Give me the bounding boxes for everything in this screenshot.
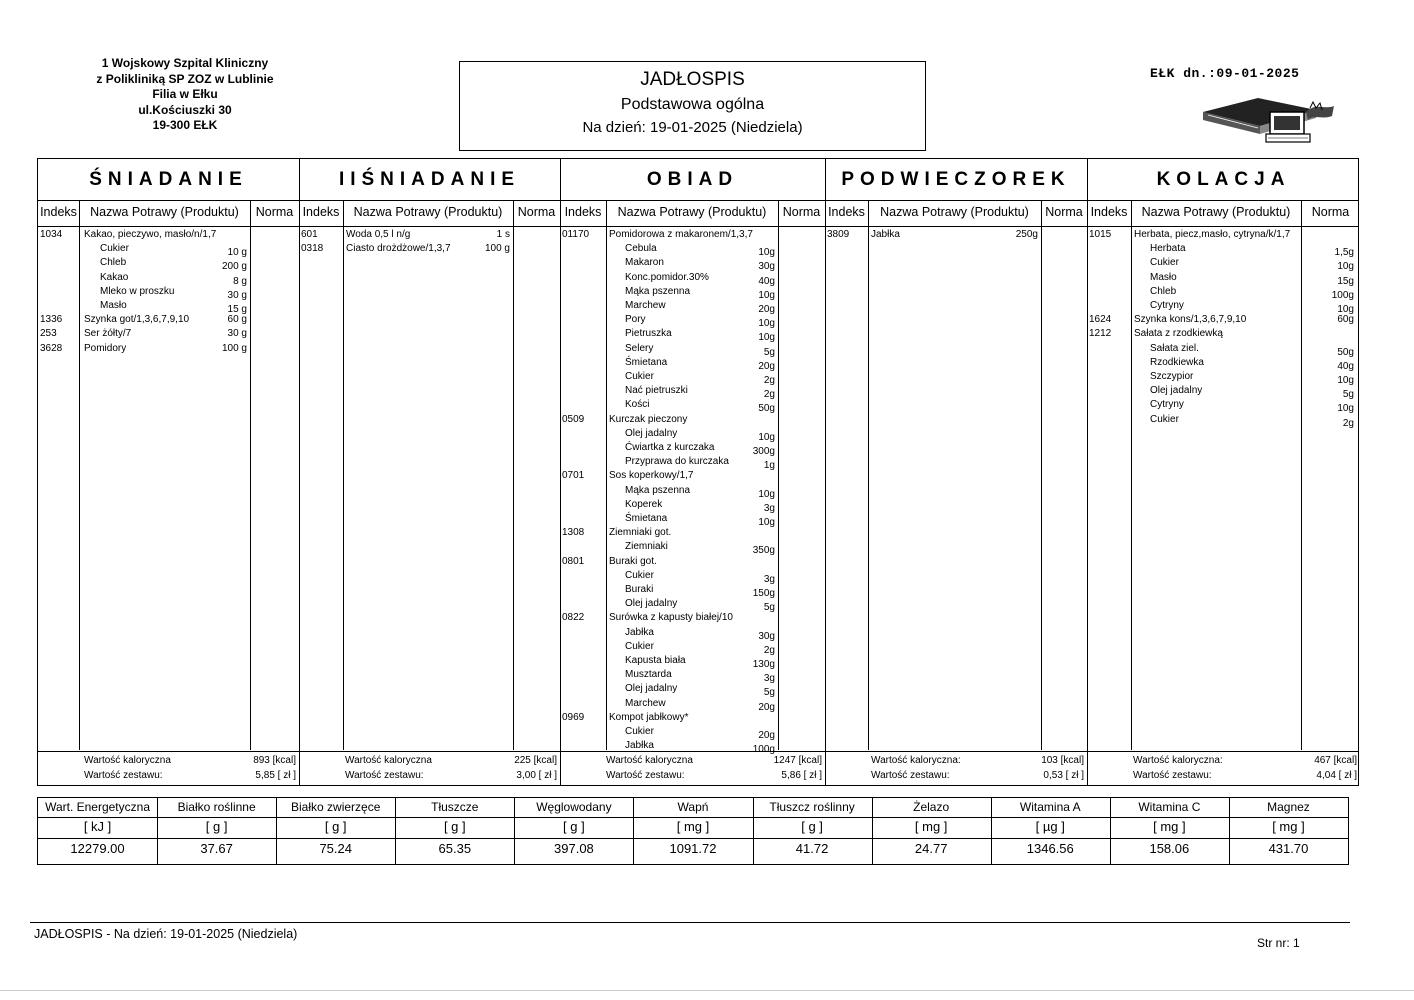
ingredient-name: Śmietana <box>625 513 668 524</box>
meal-title-sniadanie: ŚNIADANIE <box>89 169 248 190</box>
nutrient-unit: [ kJ ] <box>83 819 112 834</box>
nutrient-unit: [ mg ] <box>914 819 948 834</box>
kcal-label: Wartość kaloryczna: <box>1133 755 1223 766</box>
nutrient-unit: [ g ] <box>205 819 228 834</box>
row-norm: 20g <box>758 730 775 741</box>
nutrient-name: Wart. Energetyczna <box>45 800 150 814</box>
footer-text: JADŁOSPIS - Na dzień: 19-01-2025 (Niedziela) <box>34 927 298 941</box>
title-box <box>459 61 926 151</box>
ingredient-name: Cukier <box>625 726 654 737</box>
row-norm: 60 g <box>227 314 247 326</box>
ingredient-name: Pory <box>625 314 646 326</box>
row-index: 01170 <box>562 229 590 240</box>
row-norm: 20g <box>758 701 775 713</box>
nutrient-value: 41.72 <box>795 841 829 856</box>
row-norm: 100g <box>752 744 775 756</box>
kcal-value: 103 [kcal] <box>1041 755 1084 766</box>
section-divider <box>299 159 300 785</box>
ingredient-name: Rzodkiewka <box>1150 356 1204 368</box>
row-norm: 10g <box>758 289 775 301</box>
ingredient-name: Jabłka <box>625 626 654 638</box>
ingredient-name: Cytryny <box>1150 300 1184 311</box>
row-norm: 8 g <box>233 275 247 287</box>
ingredient-name: Ziemniaki <box>625 541 668 553</box>
document-subtitle: Podstawowa ogólna <box>620 96 765 113</box>
kcal-label: Wartość kaloryczna <box>606 755 693 766</box>
row-index: 3809 <box>827 229 850 240</box>
col-index-header: Indeks <box>1090 205 1128 219</box>
row-norm: 20g <box>758 304 775 315</box>
nutrient-value: 24.77 <box>914 841 948 856</box>
kcal-value: 893 [kcal] <box>253 755 296 766</box>
row-norm: 300g <box>752 446 775 457</box>
row-norm: 10g <box>758 318 775 330</box>
meals-table <box>37 158 1359 786</box>
row-norm: 15g <box>1337 275 1354 287</box>
cost-label: Wartość zestawu: <box>84 770 163 781</box>
nutrient-value: 1091.72 <box>669 841 717 856</box>
nutrient-unit: [ mg ] <box>1153 819 1186 834</box>
dish-name: Sałata z rzodkiewką <box>1134 328 1223 340</box>
row-norm: 5g <box>763 687 775 699</box>
row-norm: 100g <box>1331 289 1354 301</box>
column-divider <box>1131 200 1132 750</box>
ingredient-name: Herbata <box>1150 243 1186 255</box>
ingredient-name: Cebula <box>625 243 657 255</box>
nutrition-table <box>37 797 1349 865</box>
nutrient-name: Białko roślinne <box>177 800 256 814</box>
row-index: 1034 <box>40 229 63 240</box>
row-norm: 10g <box>758 431 775 443</box>
meal-title-obiad: OBIAD <box>646 169 739 190</box>
col-index-header: Indeks <box>302 205 340 219</box>
nutrient-unit: [ mg ] <box>676 819 710 834</box>
ingredient-name: Masło <box>100 300 127 311</box>
row-index: 0969 <box>562 711 585 723</box>
row-norm: 3g <box>763 502 775 514</box>
row-norm: 250g <box>1015 229 1038 240</box>
page-bottom-edge <box>0 990 1414 991</box>
section-divider <box>825 159 826 785</box>
ingredient-name: Olej jadalny <box>625 683 678 695</box>
nutrient-name: Tłuszcze <box>431 800 479 814</box>
col-norm-header: Norma <box>1045 205 1083 219</box>
ingredient-name: Chleb <box>1150 285 1177 297</box>
kcal-value: 467 [kcal] <box>1314 755 1357 766</box>
dish-name: Ser żółty/7 <box>84 328 132 340</box>
column-divider <box>778 200 779 750</box>
row-norm: 10g <box>758 332 775 344</box>
cost-value: 5,86 [ zł ] <box>781 770 822 781</box>
column-divider <box>79 200 80 750</box>
row-norm: 3g <box>763 573 775 585</box>
nutrient-name: Wapń <box>677 800 709 814</box>
row-norm: 5g <box>763 346 775 358</box>
dish-name: Szynka got/1,3,6,7,9,10 <box>84 314 190 326</box>
column-divider <box>343 200 344 750</box>
nutrient-unit: [ g ] <box>563 819 585 834</box>
row-norm: 10g <box>1337 261 1354 273</box>
row-norm: 150g <box>752 588 775 599</box>
row-norm: 20g <box>758 360 775 372</box>
row-norm: 2g <box>763 375 775 386</box>
row-norm: 350g <box>752 545 775 557</box>
row-index: 0509 <box>562 413 585 425</box>
nutrient-value: 12279.00 <box>70 841 125 856</box>
ingredient-name: Chleb <box>100 257 127 269</box>
nutrient-value: 37.67 <box>200 841 233 856</box>
hospital-address <box>60 56 310 134</box>
nutrient-unit: [ g ] <box>324 819 347 834</box>
col-index-header: Indeks <box>40 205 77 219</box>
column-divider <box>868 200 869 750</box>
row-norm: 10g <box>1337 375 1354 386</box>
col-norm-header: Norma <box>782 205 821 219</box>
column-divider <box>606 200 607 750</box>
ingredient-name: Mąka pszenna <box>625 484 691 496</box>
colhead-divider <box>38 226 1358 227</box>
section-divider <box>560 159 561 785</box>
cost-value: 5,85 [ zł ] <box>255 770 296 781</box>
place-date: EŁK dn.:09-01-2025 <box>1150 66 1300 81</box>
cost-value: 4,04 [ zł ] <box>1316 770 1357 781</box>
ingredient-name: Makaron <box>625 257 664 269</box>
hospital-line: z Polikliniką SP ZOZ w Lublinie <box>96 71 274 86</box>
row-norm: 10 g <box>227 247 247 259</box>
kcal-label: Wartość kaloryczna: <box>871 755 961 766</box>
nutr-divider <box>38 817 1348 818</box>
ingredient-name: Selery <box>625 342 654 354</box>
document-title: JADŁOSPIS <box>640 69 745 90</box>
column-divider <box>1041 200 1042 750</box>
hospital-line: 19-300 EŁK <box>152 118 218 132</box>
summary-divider <box>38 751 1358 752</box>
ingredient-name: Nać pietruszki <box>625 385 688 397</box>
dish-name: Ciasto drożdżowe/1,3,7 <box>346 243 451 255</box>
row-index: 0318 <box>301 243 324 255</box>
nutrient-unit: [ g ] <box>443 819 466 834</box>
ingredient-name: Sałata ziel. <box>1150 342 1199 354</box>
nutrient-name: Żelazo <box>913 800 950 814</box>
nutrient-name: Tłuszcz roślinny <box>769 800 855 814</box>
ingredient-name: Cukier <box>625 371 654 382</box>
meal-title-ii-sniadanie: IIŚNIADANIE <box>338 169 521 190</box>
hospital-line: 1 Wojskowy Szpital Kliniczny <box>101 56 269 70</box>
col-index-header: Indeks <box>828 205 865 219</box>
dish-name: Ziemniaki got. <box>609 527 672 539</box>
row-norm: 2g <box>763 644 775 656</box>
kcal-label: Wartość kaloryczna <box>345 755 432 766</box>
nutr-divider <box>38 838 1348 839</box>
ingredient-name: Pietruszka <box>625 328 672 340</box>
nutrient-value: 1346.56 <box>1026 841 1074 856</box>
row-norm: 30 g <box>227 328 247 340</box>
row-norm: 10g <box>1337 403 1354 415</box>
ingredient-name: Kości <box>625 399 650 411</box>
ingredient-name: Cukier <box>625 569 654 581</box>
nutrient-unit: [ mg ] <box>1272 819 1305 834</box>
dish-name: Pomidory <box>84 342 127 354</box>
ingredient-name: Cukier <box>1150 413 1179 425</box>
row-index: 253 <box>40 328 57 340</box>
row-norm: 5g <box>1342 389 1354 401</box>
document-for-date: Na dzień: 19-01-2025 (Niedziela) <box>582 119 803 136</box>
ingredient-name: Cukier <box>100 243 129 255</box>
nutrient-value: 397.08 <box>554 841 594 856</box>
row-index: 0801 <box>562 555 585 567</box>
col-name-header: Nazwa Potrawy (Produktu) <box>353 205 503 219</box>
ingredient-name: Olej jadalny <box>625 598 678 610</box>
dish-name: Kakao, pieczywo, masło/n/1,7 <box>84 229 217 240</box>
nutrient-value: 158.06 <box>1149 841 1190 856</box>
cost-label: Wartość zestawu: <box>1133 770 1212 781</box>
row-norm: 200 g <box>221 261 247 273</box>
col-norm-header: Norma <box>1311 205 1350 219</box>
row-norm: 100 g <box>221 342 247 354</box>
row-norm: 40g <box>1337 360 1354 372</box>
cost-label: Wartość zestawu: <box>606 770 685 781</box>
row-norm: 60g <box>1337 314 1354 326</box>
ingredient-name: Konc.pomidor.30% <box>625 271 709 283</box>
column-divider <box>250 200 251 750</box>
row-index: 1336 <box>40 314 63 326</box>
row-norm: 15 g <box>227 304 247 315</box>
row-norm: 30g <box>758 261 775 273</box>
ingredient-name: Olej jadalny <box>625 427 678 439</box>
row-norm: 5g <box>763 602 775 614</box>
col-name-header: Nazwa Potrawy (Produktu) <box>880 205 1029 219</box>
row-norm: 50g <box>758 403 775 415</box>
ingredient-name: Marchew <box>625 697 666 709</box>
dish-name: Kurczak pieczony <box>609 413 688 425</box>
nutrient-name: Węglowodany <box>536 800 612 814</box>
cost-label: Wartość zestawu: <box>345 770 424 781</box>
meal-title-kolacja: KOLACJA <box>1156 169 1291 190</box>
dish-name: Herbata, piecz,masło, cytryna/k/1,7 <box>1134 229 1291 240</box>
col-norm-header: Norma <box>255 205 294 219</box>
row-index: 0822 <box>562 612 585 624</box>
col-index-header: Indeks <box>564 205 602 219</box>
nutrient-unit: [ µg ] <box>1035 819 1065 834</box>
ingredient-name: Mleko w proszku <box>100 285 175 297</box>
row-norm: 10g <box>758 488 775 500</box>
nutrient-unit: [ g ] <box>801 819 823 834</box>
hospital-line: ul.Kościuszki 30 <box>138 102 232 117</box>
row-norm: 1 s <box>496 229 510 240</box>
ingredient-name: Ćwiartka z kurczaka <box>625 442 715 453</box>
row-norm: 10g <box>1337 304 1354 315</box>
row-norm: 1g <box>763 460 775 472</box>
ingredient-name: Szczypior <box>1150 371 1194 382</box>
hospital-line: Filia w Ełku <box>152 87 218 101</box>
row-norm: 50g <box>1337 346 1354 358</box>
section-divider <box>1087 159 1088 785</box>
cost-label: Wartość zestawu: <box>871 770 950 781</box>
dish-name: Pomidorowa z makaronem/1,3,7 <box>609 229 753 240</box>
dish-name: Sos koperkowy/1,7 <box>609 470 694 482</box>
cost-value: 0,53 [ zł ] <box>1043 770 1084 781</box>
row-index: 1624 <box>1089 314 1112 326</box>
meal-title-podwieczorek: PODWIECZOREK <box>841 169 1071 190</box>
row-index: 1015 <box>1089 229 1112 240</box>
ingredient-name: Marchew <box>625 300 666 311</box>
nutrient-value: 75.24 <box>319 841 352 856</box>
header-divider <box>38 200 1358 201</box>
row-index: 3628 <box>40 342 63 354</box>
nutrient-value: 65.35 <box>438 841 472 856</box>
nutrient-name: Witamina A <box>1019 800 1081 814</box>
ingredient-name: Koperek <box>625 498 663 510</box>
ingredient-name: Olej jadalny <box>1150 385 1203 397</box>
ingredient-name: Mąka pszenna <box>625 285 691 297</box>
row-norm: 2g <box>763 389 775 401</box>
ingredient-name: Masło <box>1150 271 1177 283</box>
dish-name: Szynka kons/1,3,6,7,9,10 <box>1134 314 1247 326</box>
kcal-label: Wartość kaloryczna <box>84 755 171 766</box>
nutrient-name: Białko zwierzęce <box>291 800 381 814</box>
row-index: 0701 <box>562 470 585 482</box>
row-norm: 30g <box>758 630 775 642</box>
book-computer-logo-icon <box>1198 90 1338 152</box>
dish-name: Surówka z kapusty białej/10 <box>609 612 733 624</box>
row-norm: 130g <box>752 659 775 670</box>
row-index: 1308 <box>562 527 585 539</box>
ingredient-name: Kapusta biała <box>625 655 686 666</box>
row-index: 1212 <box>1089 328 1112 340</box>
ingredient-name: Musztarda <box>625 669 672 681</box>
row-index: 601 <box>301 229 318 240</box>
page-number: Str nr: 1 <box>1257 936 1300 950</box>
column-divider <box>513 200 514 750</box>
ingredient-name: Buraki <box>625 584 654 595</box>
dish-name: Buraki got. <box>609 555 657 567</box>
ingredient-name: Śmietana <box>625 356 668 368</box>
nutrient-value: 431.70 <box>1268 841 1309 856</box>
row-norm: 100 g <box>484 243 510 255</box>
nutrient-name: Witamina C <box>1138 800 1201 814</box>
col-name-header: Nazwa Potrawy (Produktu) <box>617 205 767 219</box>
row-norm: 30 g <box>227 289 247 301</box>
cost-value: 3,00 [ zł ] <box>516 770 557 781</box>
dish-name: Woda 0,5 l n/g <box>346 229 411 240</box>
nutrient-name: Magnez <box>1267 800 1310 814</box>
row-norm: 3g <box>763 673 775 685</box>
row-norm: 2g <box>1342 417 1354 429</box>
col-name-header: Nazwa Potrawy (Produktu) <box>1141 205 1291 219</box>
dish-name: Kompot jabłkowy* <box>609 711 689 723</box>
ingredient-name: Cukier <box>1150 257 1179 269</box>
dish-name: Jabłka <box>871 229 900 240</box>
row-norm: 10g <box>758 517 775 528</box>
kcal-value: 225 [kcal] <box>514 755 557 766</box>
footer-divider <box>30 922 1350 923</box>
row-norm: 1,5g <box>1334 247 1354 259</box>
col-name-header: Nazwa Potrawy (Produktu) <box>90 205 239 219</box>
ingredient-name: Jabłka <box>625 740 654 752</box>
row-norm: 10g <box>758 247 775 259</box>
ingredient-name: Przyprawa do kurczaka <box>625 456 729 468</box>
ingredient-name: Cytryny <box>1150 399 1184 411</box>
kcal-value: 1247 [kcal] <box>773 755 822 766</box>
ingredient-name: Cukier <box>625 640 654 652</box>
ingredient-name: Kakao <box>100 271 129 283</box>
col-norm-header: Norma <box>517 205 556 219</box>
row-norm: 40g <box>758 275 775 287</box>
